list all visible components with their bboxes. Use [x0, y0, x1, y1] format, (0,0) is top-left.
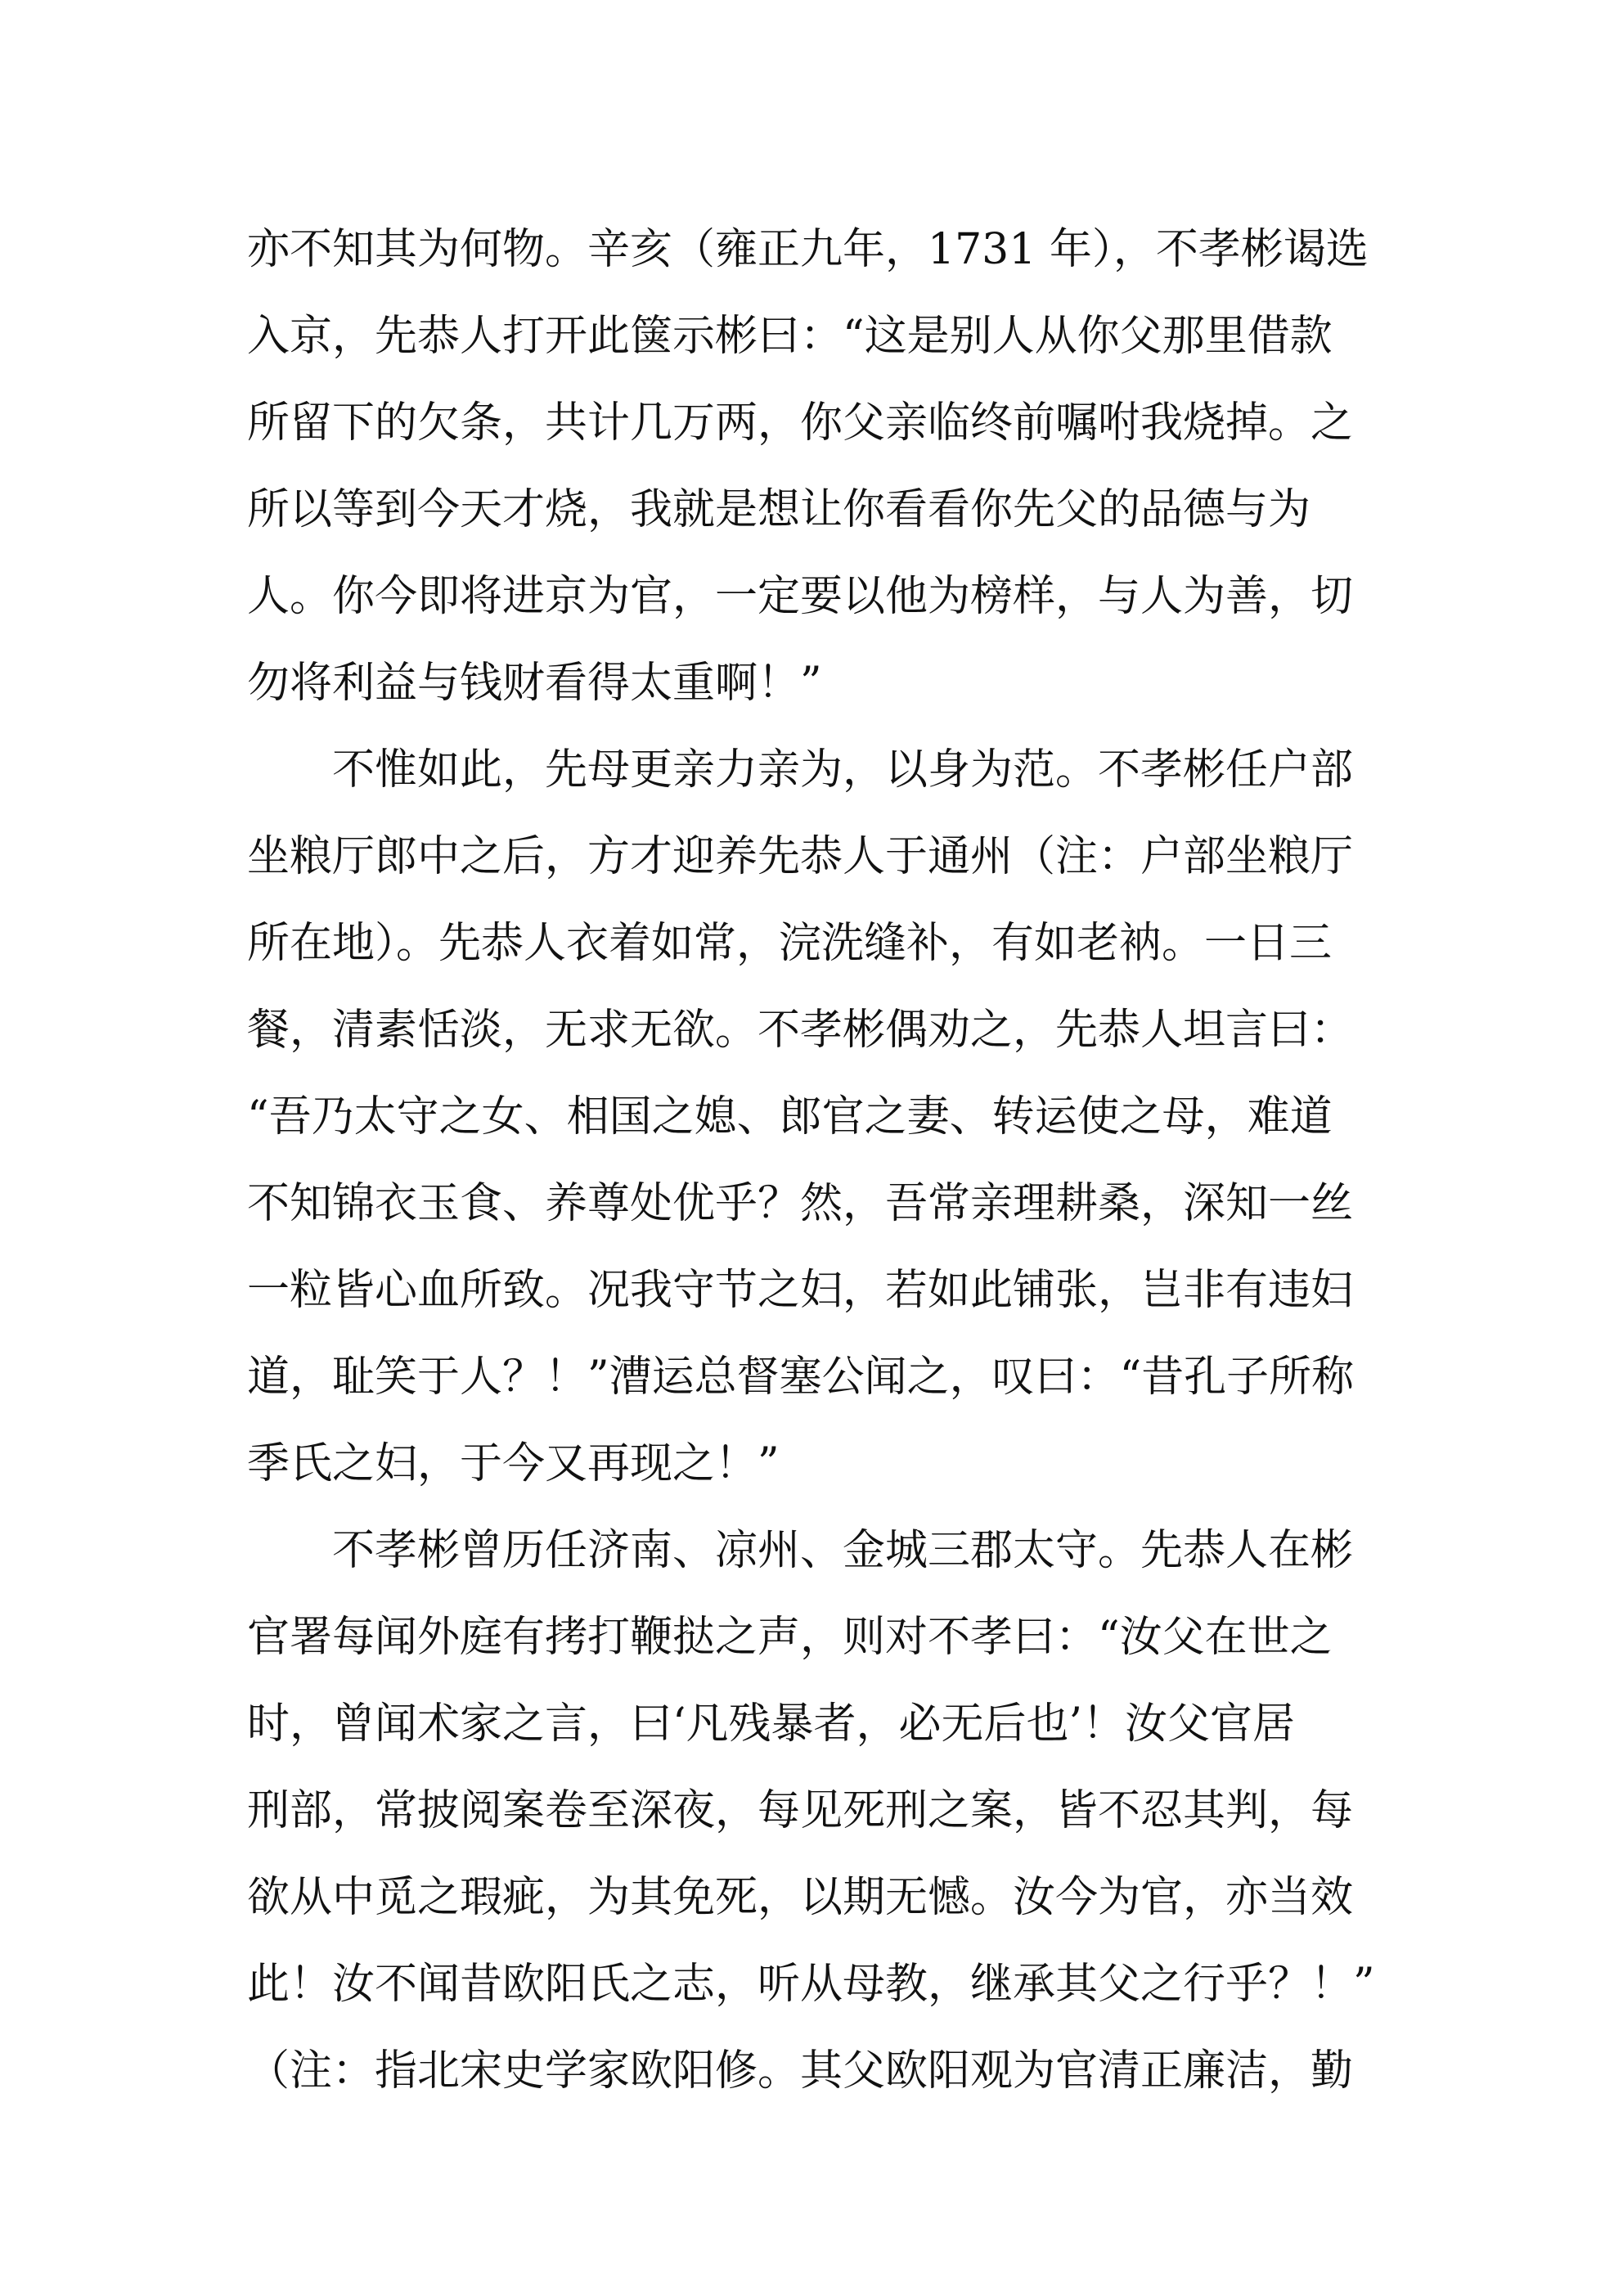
text-line: （注：指北宋史学家欧阳修。其父欧阳观为官清正廉洁，勤	[247, 2046, 1354, 2096]
text-line: 勿将利益与钱财看得太重啊！”	[247, 659, 822, 708]
text-line: 不孝彬曾历任济南、凉州、金城三郡太守。先恭人在彬	[332, 1526, 1354, 1575]
text-line: 不惟如此，先母更亲力亲为，以身为范。不孝彬任户部	[332, 745, 1354, 795]
text-line: 欲从中觅之瑕疵，为其免死，以期无憾。汝今为官，亦当效	[247, 1873, 1354, 1922]
paragraph-1	[247, 206, 1392, 727]
text-line: 道，耻笑于人？！”漕运总督塞公闻之，叹曰：“昔孔子所称	[247, 1353, 1355, 1402]
text-line: 入京，先恭人打开此箧示彬曰：“这是别人从你父那里借款	[247, 312, 1333, 361]
text-line: 所在地）。先恭人衣着如常，浣洗缝补，有如老衲。一日三	[247, 919, 1333, 968]
text-line: 所留下的欠条，共计几万两，你父亲临终前嘱咐我烧掉。之	[247, 398, 1354, 448]
paragraph-3	[247, 1507, 1392, 2114]
text-line: 餐，清素恬淡，无求无欲。不孝彬偶劝之，先恭人坦言曰：	[247, 1006, 1354, 1055]
text-line: 亦不知其为何物。辛亥（雍正九年，1731 年），不孝彬谒选	[247, 225, 1369, 274]
text-line: “吾乃太守之女、相国之媳、郎官之妻、转运使之母，难道	[247, 1092, 1333, 1141]
text-line: 时，曾闻术家之言，曰‘凡残暴者，必无后也’！汝父官居	[247, 1699, 1296, 1749]
text-line: 刑部，常披阅案卷至深夜，每见死刑之案，皆不忍其判，每	[247, 1786, 1354, 1835]
text-line: 不知锦衣玉食、养尊处优乎？然，吾常亲理耕桑，深知一丝	[247, 1179, 1354, 1228]
text-line: 坐粮厅郎中之后，方才迎养先恭人于通州（注：户部坐粮厅	[247, 832, 1354, 881]
text-line: 人。你今即将进京为官，一定要以他为榜样，与人为善，切	[247, 572, 1354, 621]
body-text	[247, 206, 1392, 2114]
text-line: 所以等到今天才烧，我就是想让你看看你先父的品德与为	[247, 485, 1311, 534]
paragraph-2	[247, 727, 1392, 1507]
text-line: 季氏之妇，于今又再现之！”	[247, 1439, 780, 1488]
text-line: 一粒皆心血所致。况我守节之妇，若如此铺张，岂非有违妇	[247, 1266, 1354, 1315]
text-line: 官署每闻外庭有拷打鞭挞之声，则对不孝曰：“汝父在世之	[247, 1613, 1333, 1662]
text-line: 此！汝不闻昔欧阳氏之志，听从母教，继承其父之行乎？！”	[247, 1960, 1375, 2009]
